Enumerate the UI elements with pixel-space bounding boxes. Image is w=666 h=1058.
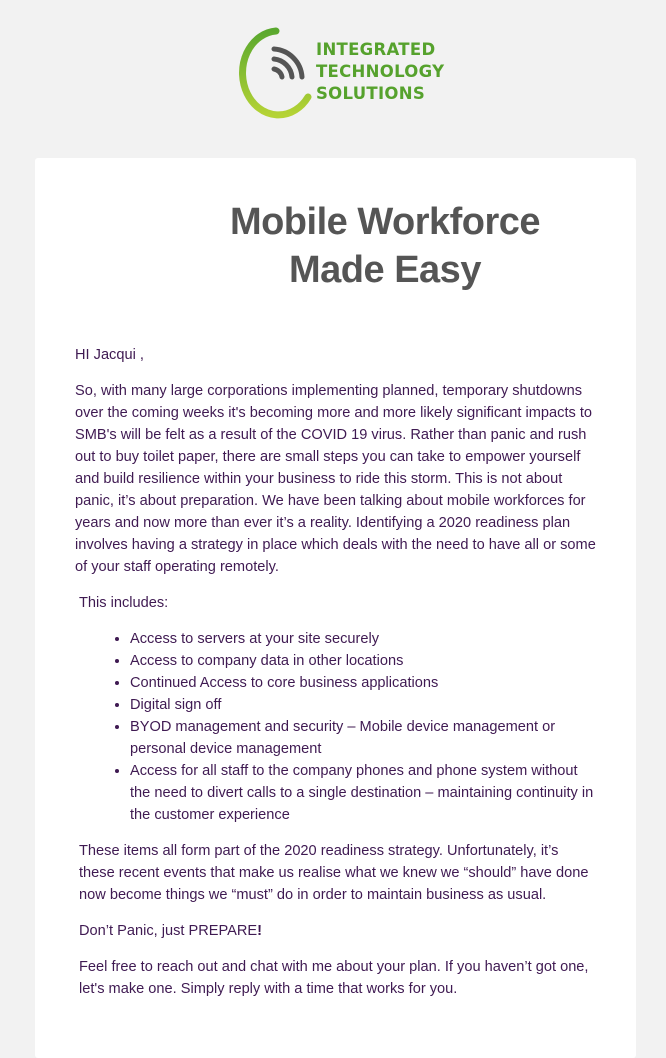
prepare-exclamation: ! (257, 923, 263, 939)
list-item: • Continued Access to core business applications (130, 672, 597, 694)
headline-line-1: Mobile Workforce (229, 201, 541, 243)
logo-line-2: TECHNOLOGY (316, 62, 445, 81)
list-item: • BYOD management and security – Mobile device management or personal device management (130, 716, 597, 760)
email-headline (215, 198, 555, 294)
strategy-paragraph: These items all form part of the 2020 readiness strategy. Unfortunately, it’s these recent events that make us realise what we knew we “should” have done now become things we “must” do in order to maintain business as usual. (79, 843, 589, 903)
list-item: • Access for all staff to the company phones and phone system without the need to divert calls to a single destination – maintaining continuity in the customer experience (130, 760, 597, 826)
intro-paragraph: So, with many large corporations implementing planned, temporary shutdowns over the coming weeks it's becoming more and more likely significant impacts to SMB's will be felt as a result of the COVID 19 virus. Rather than panic and rush out to buy toilet paper, there are small steps you can take to empower yourself and build resilience within your business to ride this storm. This is not about panic, it’s about preparation. We have been talking about mobile workforces for years and now more than ever it’s a reality. Identifying a 2020 readiness plan involves having a strategy in place which deals with the need to have all or some of your staff operating remotely. (75, 383, 596, 575)
prepare-text: Don’t Panic, just PREPARE (79, 923, 258, 939)
logo-wordmark (316, 39, 444, 105)
list-item: • Access to company data in other locations (130, 650, 597, 672)
logo-line-1: INTEGRATED (316, 40, 436, 59)
email-body (75, 344, 597, 1014)
company-logo (236, 25, 446, 125)
includes-list (75, 628, 597, 826)
includes-label: This includes: (79, 595, 169, 611)
headline-line-2: Made Easy (289, 249, 481, 291)
logo-line-3: SOLUTIONS (316, 84, 426, 103)
list-item: • Access to servers at your site securely (130, 628, 597, 650)
closing-paragraph: Feel free to reach out and chat with me about your plan. If you haven’t got one, let's make one. Simply reply with a time that works for you. (79, 959, 589, 997)
prepare-line (75, 920, 597, 942)
wireless-signal-icon (236, 25, 316, 125)
list-item: • Digital sign off (130, 694, 597, 716)
email-card (35, 158, 636, 1058)
greeting: HI Jacqui , (75, 347, 144, 363)
